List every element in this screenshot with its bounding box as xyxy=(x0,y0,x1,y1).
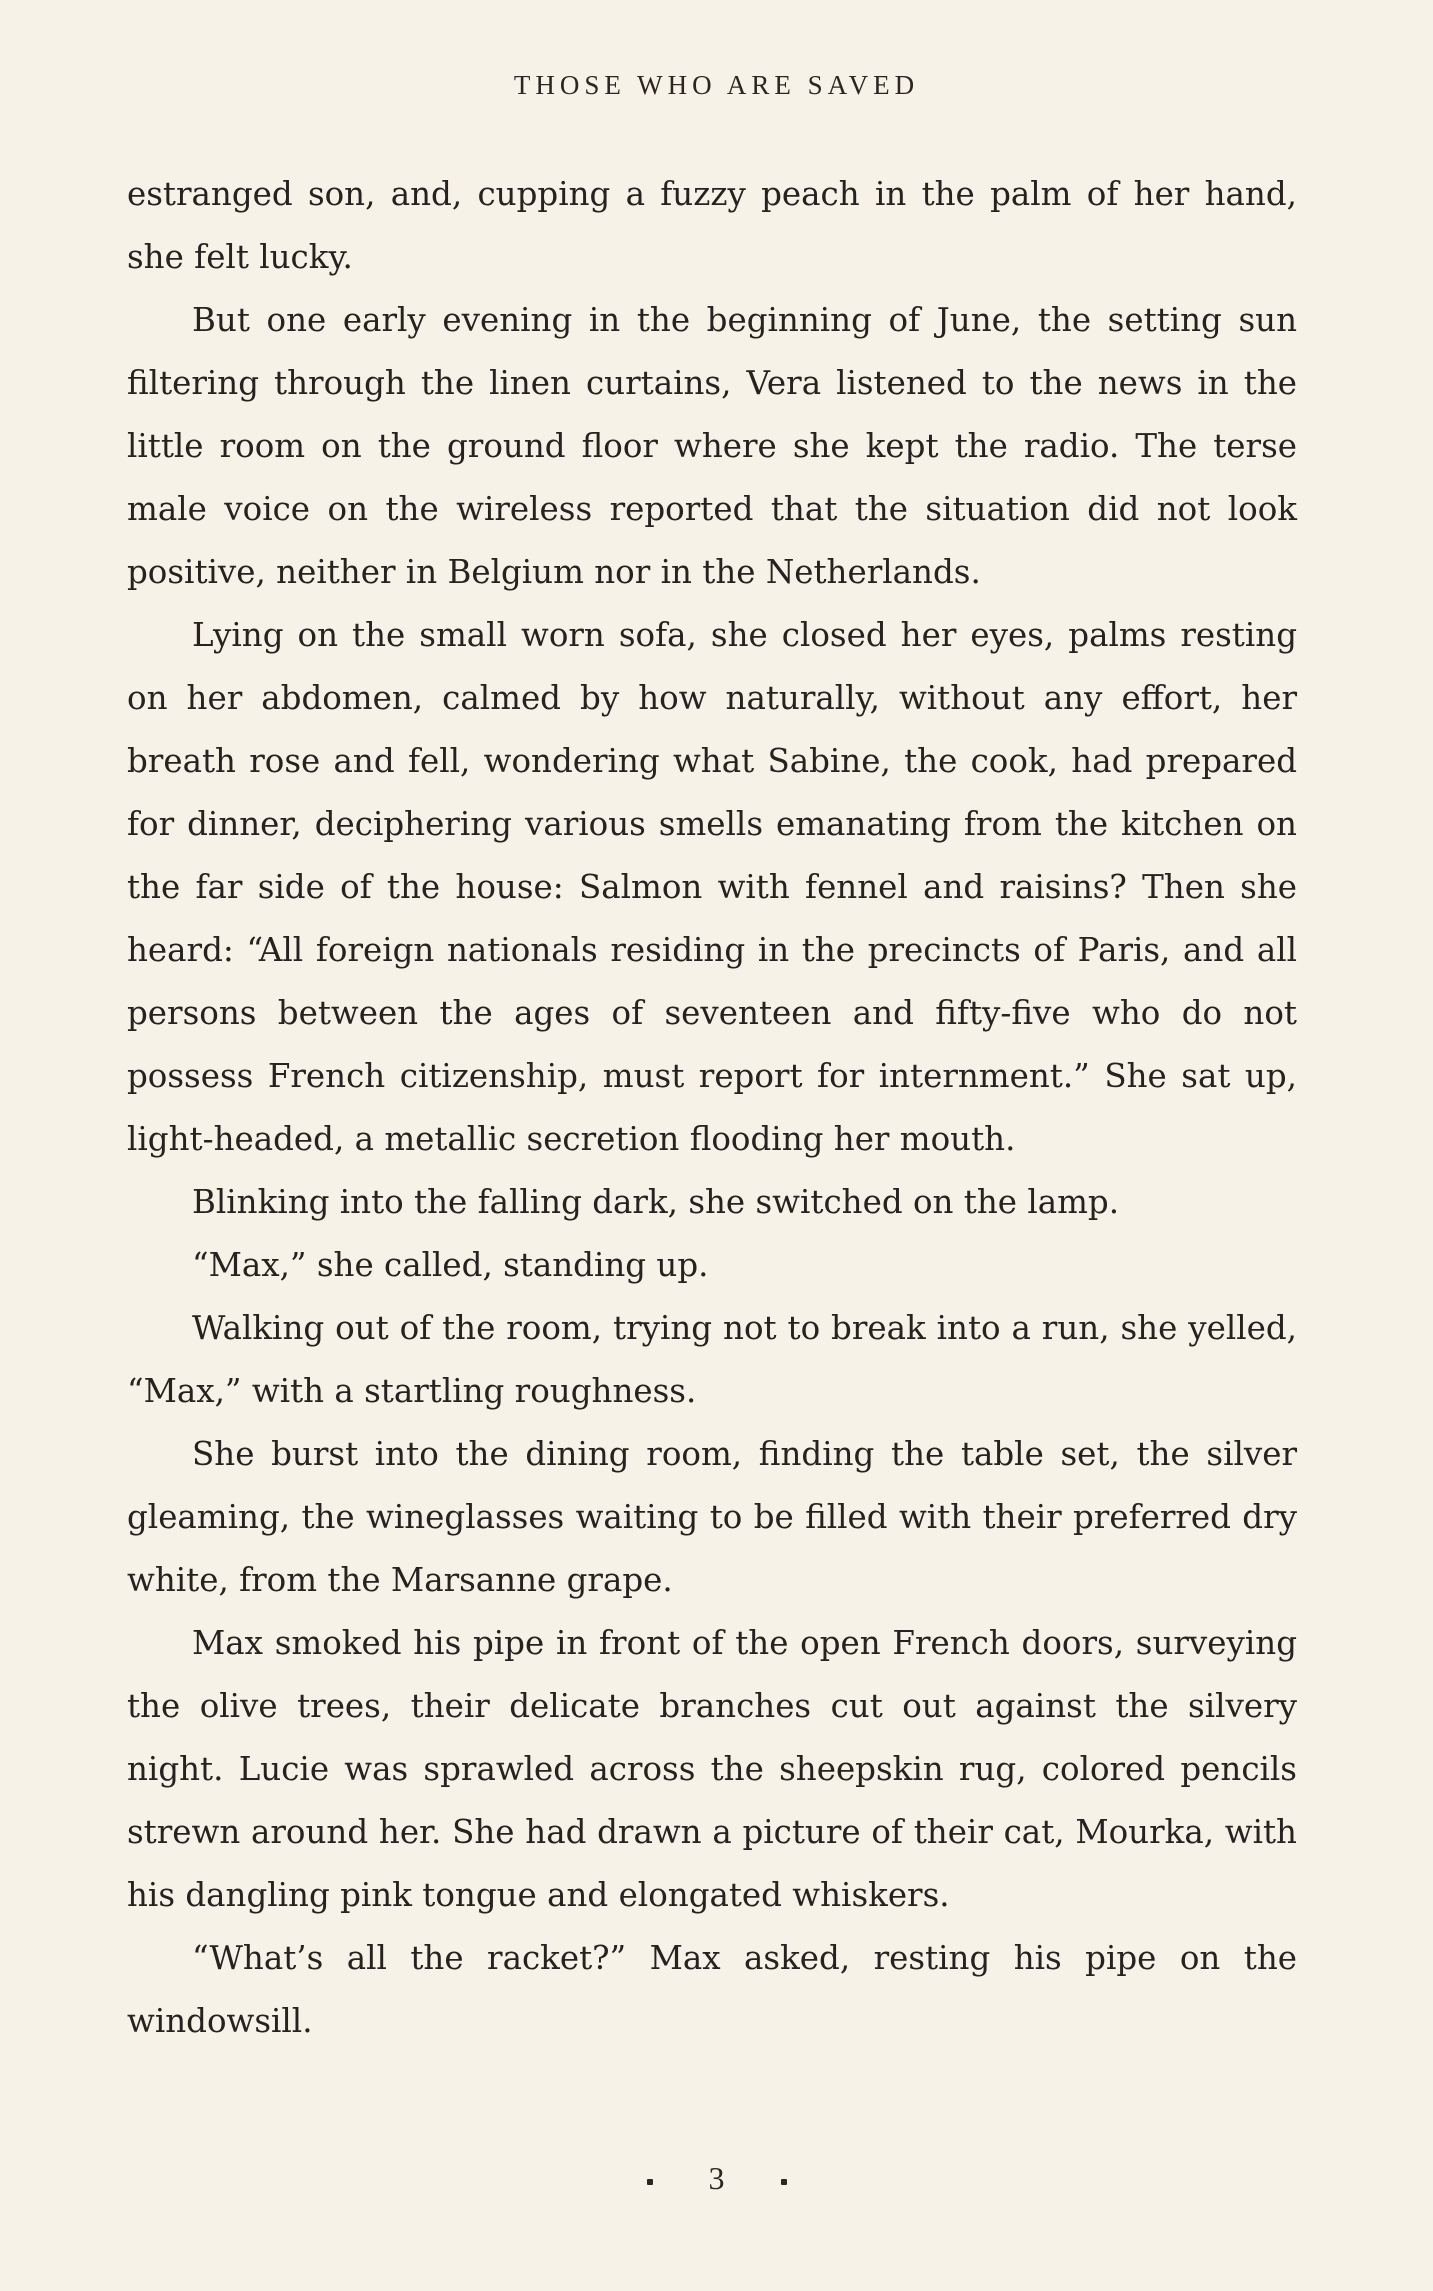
body-text xyxy=(127,163,1297,2053)
paragraph-9: “What’s all the racket?” Max asked, resting his pipe on the windowsill. xyxy=(127,1939,1297,2040)
folio-left-dot xyxy=(647,2179,653,2185)
paragraph-2: But one early evening in the beginning of June, the setting sun filtering through the linen curtains, Vera listened to the news in the little room on the ground floor where she kept the radio. The terse male voice on the wireless reported that the situation did not look positive, neither in Belgium nor in the Netherlands. xyxy=(127,301,1297,591)
page-footer xyxy=(0,2160,1433,2197)
paragraph-7: She burst into the dining room, finding the table set, the silver gleaming, the wineglasses waiting to be filled with their preferred dry white, from the Marsanne grape. xyxy=(127,1435,1297,1599)
running-head: THOSE WHO ARE SAVED xyxy=(513,70,920,100)
paragraph-5: “Max,” she called, standing up. xyxy=(192,1246,709,1284)
paragraph-1: estranged son, and, cupping a fuzzy peach in the palm of her hand, she felt lucky. xyxy=(127,175,1297,276)
paragraph-4: Blinking into the falling dark, she switched on the lamp. xyxy=(192,1183,1120,1221)
page-number: 3 xyxy=(708,2160,725,2196)
paragraph-8: Max smoked his pipe in front of the open French doors, surveying the olive trees, their delicate branches cut out against the silvery night. Lucie was sprawled across the sheepskin rug, colored pencils strewn around her. She had drawn a picture of their cat, Mourka, with his dangling pink tongue and elongated whiskers. xyxy=(127,1624,1297,1914)
folio-right-dot xyxy=(781,2179,787,2185)
paragraph-6: Walking out of the room, trying not to break into a run, she yelled, “Max,” with a startling roughness. xyxy=(127,1309,1297,1410)
paragraph-3: Lying on the small worn sofa, she closed her eyes, palms resting on her abdomen, calmed by how naturally, without any effort, her breath rose and fell, wondering what Sabine, the cook, had prepared for dinner, deciphering various smells emanating from the kitchen on the far side of the house: Salmon with fennel and raisins? Then she heard: “All foreign nationals residing in the precincts of Paris, and all persons between the ages of seventeen and fifty-five who do not possess French citizenship, must report for internment.” She sat up, light-headed, a metallic secretion flooding her mouth. xyxy=(127,616,1297,1158)
